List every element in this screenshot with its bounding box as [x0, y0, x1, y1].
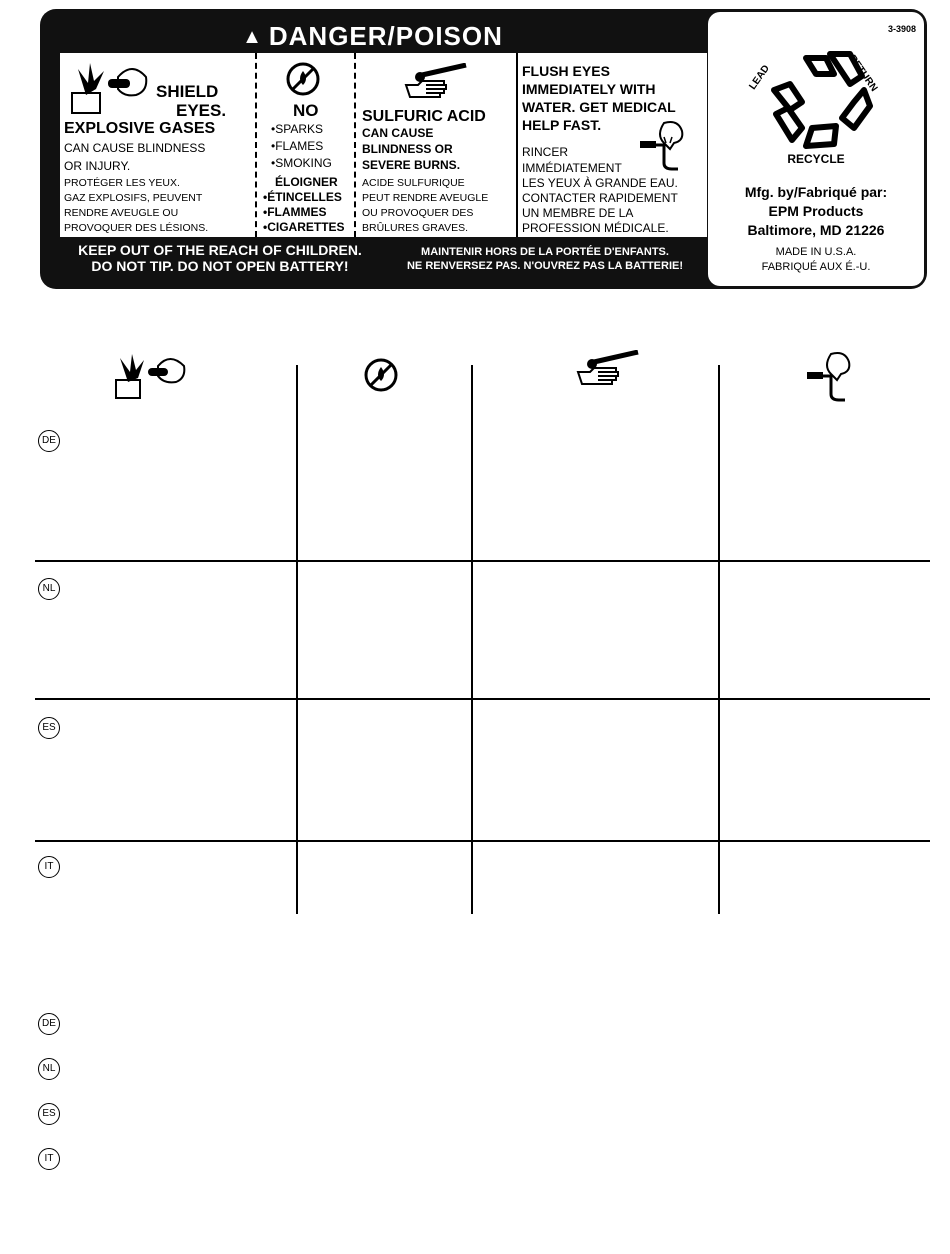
shield-heading-2: EYES. [176, 101, 227, 120]
col1-en-line1: CAN CAUSE BLINDNESS [64, 141, 206, 155]
no-flames-column [257, 53, 354, 237]
recycle-icon [746, 44, 886, 154]
shield-heading-1: SHIELD [156, 82, 219, 101]
language-badge-it: IT [38, 1148, 60, 1170]
col1-fr-line3: RENDRE AVEUGLE OU [64, 207, 179, 219]
col1-fr-line4: PROVOQUER DES LÉSIONS. [64, 222, 209, 234]
acid-hand-icon [402, 63, 468, 103]
language-badge-nl: NL [38, 1058, 60, 1080]
flush-heading-2: IMMEDIATELY WITH [522, 81, 656, 97]
eloigner-heading: ÉLOIGNER [275, 175, 338, 189]
explosive-gases-heading: EXPLOSIVE GASES [64, 120, 216, 137]
col4-fr-line1: RINCER [522, 145, 569, 159]
no-item-sparks: •SPARKS [271, 122, 323, 136]
language-badge-it: IT [38, 856, 60, 878]
footer-fr-line2: NE RENVERSEZ PAS. N'OUVREZ PAS LA BATTERIE! [406, 260, 683, 272]
language-badge-nl: NL [38, 578, 60, 600]
footer-warning-fr [380, 245, 710, 273]
table-row-divider [35, 560, 930, 562]
fr-item-etincelles: •ÉTINCELLES [263, 190, 342, 204]
table-row-divider [35, 698, 930, 700]
table-column-divider [471, 365, 473, 914]
col1-fr-line1: PROTÉGER LES YEUX. [64, 177, 180, 189]
language-badge-de: DE [38, 430, 60, 452]
no-flame-icon [363, 357, 399, 393]
flush-heading-3: WATER. GET MEDICAL [522, 99, 676, 115]
col1-en-line2: OR INJURY. [64, 159, 131, 173]
warning-label [40, 9, 927, 289]
return-arc-text: RETURN [846, 53, 880, 94]
col4-fr-line5: UN MEMBRE DE LA [522, 206, 634, 220]
footer-en-line1: KEEP OUT OF THE REACH OF CHILDREN. [78, 242, 362, 258]
label-code: 3-3908 [887, 24, 916, 34]
mfg-line1: Mfg. by/Fabriqué par: [744, 184, 888, 200]
col4-fr-line4: CONTACTER RAPIDEMENT [522, 191, 678, 205]
no-item-smoking: •SMOKING [271, 156, 332, 170]
col3-fr-line2: PEUT RENDRE AVEUGLE [362, 192, 489, 204]
eye-wash-icon [638, 119, 688, 171]
mfg-line3: Baltimore, MD 21226 [747, 222, 885, 238]
warning-panel [60, 53, 707, 237]
recycle-box [708, 12, 924, 286]
explosion-goggles-icon [108, 350, 188, 402]
language-badge-es: ES [38, 717, 60, 739]
col1-fr-line2: GAZ EXPLOSIFS, PEUVENT [64, 192, 203, 204]
flush-heading-1: FLUSH EYES [522, 63, 610, 79]
explosion-goggles-icon [68, 59, 148, 117]
mfg-line2: EPM Products [768, 203, 864, 219]
recycle-label: RECYCLE [787, 152, 845, 166]
flush-eyes-column [518, 53, 707, 237]
language-badge-de: DE [38, 1013, 60, 1035]
acid-hand-icon [574, 350, 640, 390]
col3-en-line3: SEVERE BURNS. [362, 158, 461, 172]
col3-fr-line1: ACIDE SULFURIQUE [362, 177, 465, 189]
col3-en-line2: BLINDNESS OR [362, 142, 453, 156]
footer-en-line2: DO NOT TIP. DO NOT OPEN BATTERY! [91, 258, 349, 274]
fr-item-cigarettes: •CIGARETTES [263, 220, 345, 234]
no-flame-icon [285, 61, 321, 97]
sulfuric-acid-column [356, 53, 516, 237]
sulfuric-acid-heading: SULFURIC ACID [362, 108, 486, 125]
table-row-divider [35, 840, 930, 842]
made-line2: FABRIQUÉ AUX É.-U. [761, 261, 871, 273]
col3-en-line1: CAN CAUSE [362, 126, 434, 140]
table-column-divider [296, 365, 298, 914]
table-column-divider [718, 365, 720, 914]
warning-triangle-icon: ▲ [242, 26, 263, 48]
label-title: ▲ DANGER/POISON [242, 21, 503, 51]
no-heading: NO [293, 101, 319, 120]
col4-fr-line6: PROFESSION MÉDICALE. [522, 221, 669, 235]
lead-arc-text: LEAD [747, 63, 772, 92]
footer-warning-en [60, 242, 380, 274]
col3-fr-line3: OU PROVOQUER DES [362, 207, 474, 219]
shield-eyes-column [60, 53, 255, 237]
no-item-flames: •FLAMES [271, 139, 324, 153]
flush-heading-4: HELP FAST. [522, 117, 602, 133]
made-line1: MADE IN U.S.A. [775, 246, 857, 258]
footer-fr-line1: MAINTENIR HORS DE LA PORTÉE D'ENFANTS. [421, 246, 669, 258]
col3-fr-line4: BRÛLURES GRAVES. [362, 222, 468, 234]
language-badge-es: ES [38, 1103, 60, 1125]
fr-item-flammes: •FLAMMES [263, 205, 327, 219]
eye-wash-icon [805, 350, 855, 404]
col4-fr-line3: LES YEUX À GRANDE EAU. [522, 176, 678, 190]
col4-fr-line2: IMMÉDIATEMENT [522, 161, 622, 175]
